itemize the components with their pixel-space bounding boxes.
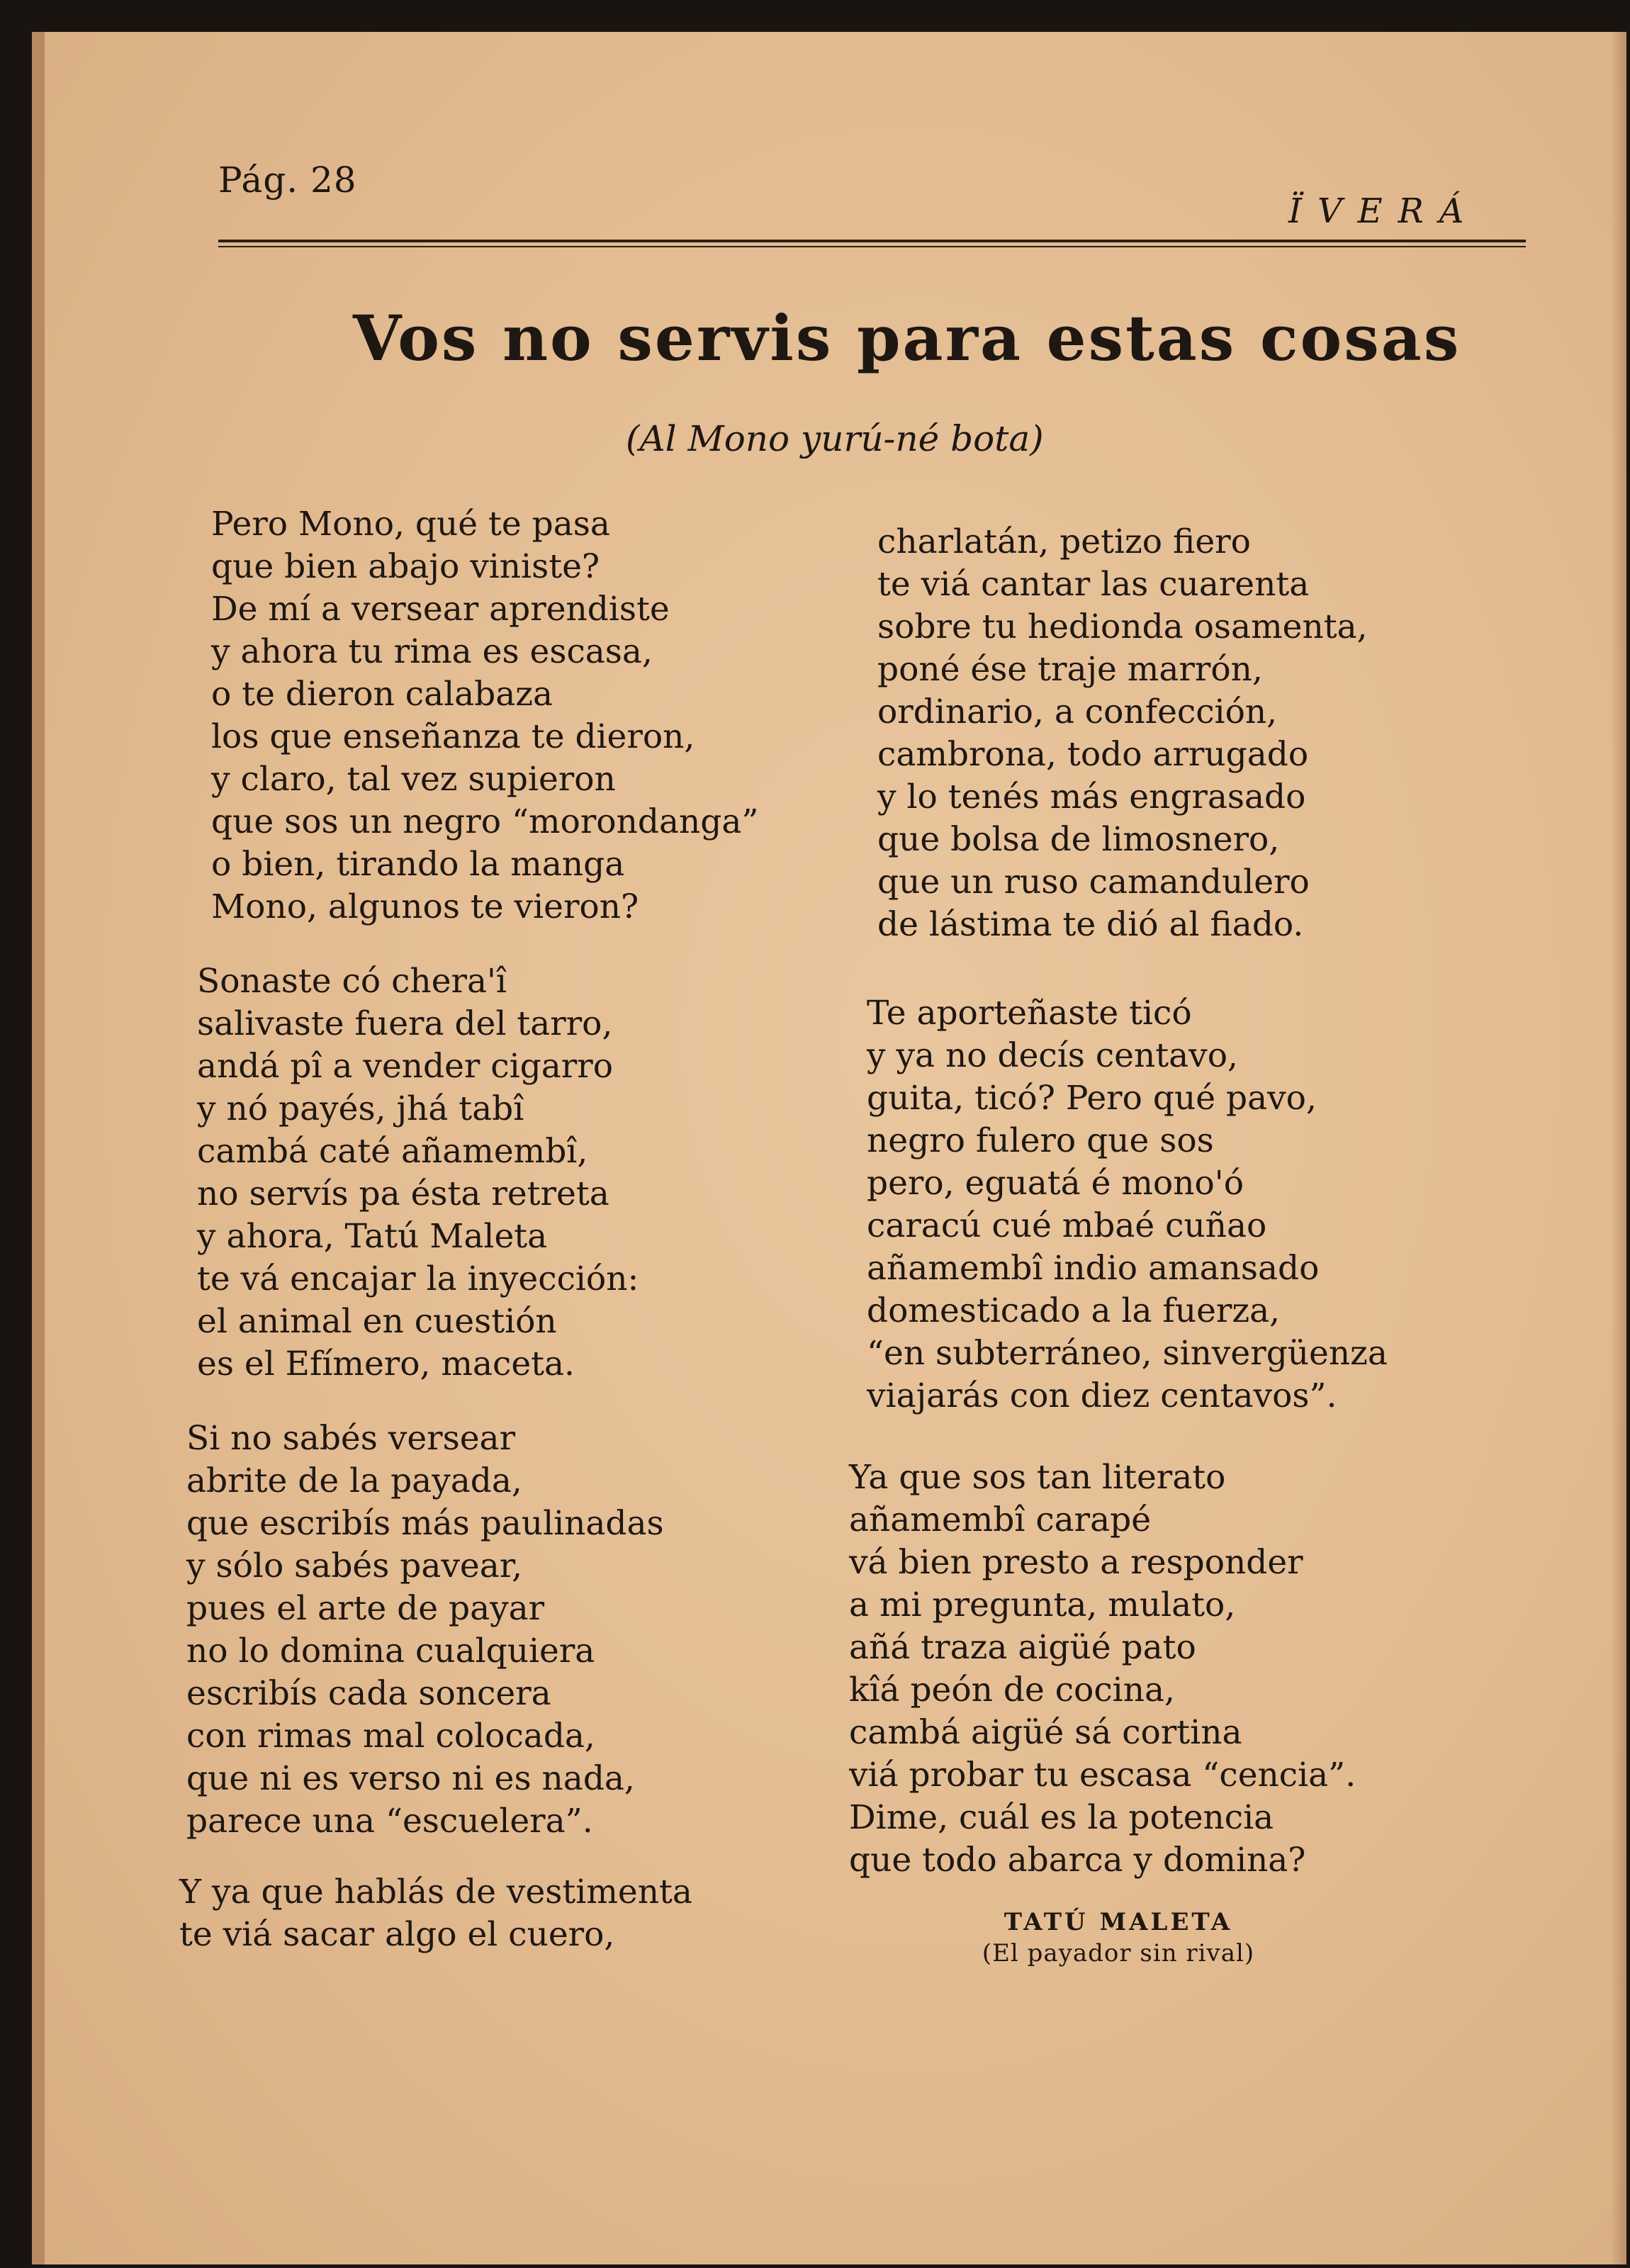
- magazine-page: [32, 32, 1626, 2264]
- poem-line: Te aporteñaste ticó: [867, 994, 1192, 1033]
- poem-line: andá pî a vender cigarro: [197, 1047, 613, 1086]
- poem-line: con rimas mal colocada,: [186, 1717, 595, 1756]
- poem-line: viá probar tu escasa “cencia”.: [849, 1756, 1356, 1795]
- poem-subtitle: (Al Mono yurú-né bota): [626, 418, 1044, 459]
- poem-line: a mi pregunta, mulato,: [849, 1585, 1236, 1624]
- poem-line: salivaste fuera del tarro,: [197, 1004, 613, 1043]
- poem-line: Y ya que hablás de vestimenta: [179, 1873, 692, 1911]
- poem-line: negro fulero que sos: [867, 1121, 1214, 1160]
- stanza-7: [849, 1456, 1356, 1882]
- poem-line: que bien abajo viniste?: [211, 547, 600, 586]
- author-epithet: (El payador sin rival): [982, 1939, 1255, 1967]
- poem-line: vá bien presto a responder: [849, 1543, 1303, 1582]
- author-name: TATÚ MALETA: [1004, 1908, 1233, 1936]
- poem-line: los que enseñanza te dieron,: [211, 717, 695, 756]
- poem-line: Dime, cuál es la potencia: [849, 1798, 1274, 1837]
- poem-line: te viá cantar las cuarenta: [877, 565, 1310, 604]
- poem-line: que sos un negro “morondanga”: [211, 802, 759, 841]
- poem-line: o te dieron calabaza: [211, 675, 553, 714]
- poem-line: De mí a versear aprendiste: [211, 590, 670, 629]
- poem-line: no lo domina cualquiera: [186, 1632, 595, 1671]
- poem-line: y sólo sabés pavear,: [186, 1546, 523, 1585]
- poem-line: charlatán, petizo fiero: [877, 522, 1251, 561]
- poem-line: cambá caté añamembî,: [197, 1132, 588, 1171]
- poem-line: de lástima te dió al fiado.: [877, 905, 1304, 944]
- poem-line: Si no sabés versear: [186, 1419, 516, 1458]
- poem-line: parece una “escuelera”.: [186, 1802, 593, 1841]
- poem-line: y ahora, Tatú Maleta: [197, 1217, 548, 1256]
- poem-line: añá traza aigüé pato: [849, 1628, 1196, 1667]
- poem-line: o bien, tirando la manga: [211, 845, 625, 884]
- poem-line: Pero Mono, qué te pasa: [211, 505, 610, 544]
- stanza-3: [186, 1418, 664, 1843]
- poem-line: caracú cué mbaé cuñao: [867, 1206, 1267, 1245]
- poem-line: abrite de la payada,: [186, 1461, 522, 1500]
- poem-line: viajarás con diez centavos”.: [867, 1376, 1337, 1415]
- poem-line: cambá aigüé sá cortina: [849, 1713, 1242, 1752]
- poem-line: Ya que sos tan literato: [849, 1458, 1226, 1497]
- header-rule-thin: [218, 246, 1526, 247]
- stanza-6: [867, 992, 1388, 1418]
- poem-line: no servís pa ésta retreta: [197, 1174, 609, 1213]
- poem-line: poné ése traje marrón,: [877, 650, 1263, 689]
- poem-line: y ya no decís centavo,: [867, 1036, 1238, 1075]
- poem-line: añamembî indio amansado: [867, 1249, 1320, 1288]
- stanza-5: [877, 521, 1368, 946]
- poem-line: y lo tenés más engrasado: [877, 777, 1306, 816]
- stanza-1: [211, 503, 758, 928]
- poem-line: cambrona, todo arrugado: [877, 735, 1309, 774]
- poem-line: y ahora tu rima es escasa,: [211, 632, 653, 671]
- poem-title: Vos no servis para estas cosas: [353, 301, 1461, 375]
- poem-line: y claro, tal vez supieron: [211, 760, 616, 799]
- poem-line: Mono, algunos te vieron?: [211, 887, 639, 926]
- poem-line: que bolsa de limosnero,: [877, 820, 1280, 859]
- poem-line: el animal en cuestión: [197, 1302, 557, 1341]
- poem-line: “en subterráneo, sinvergüenza: [867, 1334, 1388, 1373]
- poem-line: kîá peón de cocina,: [849, 1671, 1175, 1710]
- poem-line: te viá sacar algo el cuero,: [179, 1915, 615, 1954]
- header-rule: [218, 240, 1526, 242]
- stanza-4: [179, 1871, 692, 1956]
- poem-line: y nó payés, jhá tabî: [197, 1089, 524, 1128]
- author-signature: [934, 1907, 1303, 1969]
- poem-line: añamembî carapé: [849, 1500, 1152, 1539]
- poem-line: domesticado a la fuerza,: [867, 1291, 1281, 1330]
- poem-line: te vá encajar la inyección:: [197, 1259, 639, 1298]
- poem-line: escribís cada soncera: [186, 1674, 551, 1713]
- stanza-2: [197, 960, 639, 1386]
- poem-line: guita, ticó? Pero qué pavo,: [867, 1079, 1317, 1118]
- poem-line: pero, eguatá é mono'ó: [867, 1164, 1244, 1203]
- poem-line: que ni es verso ni es nada,: [186, 1759, 635, 1798]
- poem-line: que escribís más paulinadas: [186, 1504, 664, 1543]
- poem-line: ordinario, a confección,: [877, 692, 1278, 731]
- poem-line: es el Efímero, maceta.: [197, 1344, 575, 1383]
- poem-line: que un ruso camandulero: [877, 863, 1310, 902]
- page-number: Pág. 28: [218, 159, 357, 201]
- poem-line: pues el arte de payar: [186, 1589, 545, 1628]
- poem-line: Sonaste có chera'î: [197, 962, 507, 1001]
- journal-name: ÏVERÁ: [1288, 191, 1480, 231]
- poem-line: que todo abarca y domina?: [849, 1841, 1306, 1880]
- poem-line: sobre tu hedionda osamenta,: [877, 607, 1368, 646]
